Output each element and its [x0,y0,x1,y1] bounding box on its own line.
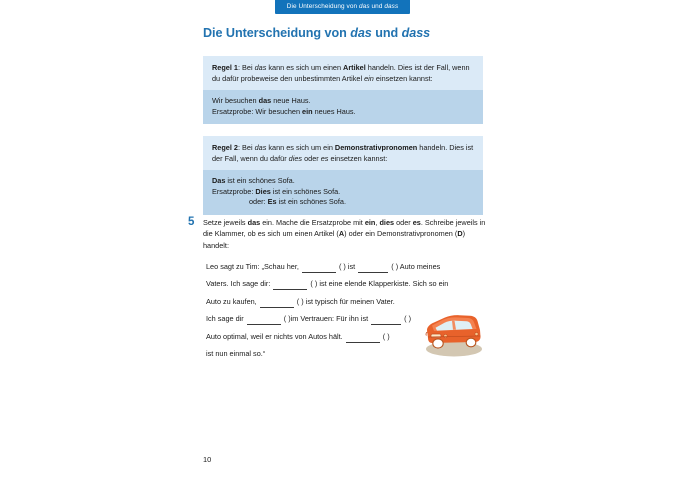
example-line: Ersatzprobe: Dies ist ein schönes Sofa. [212,186,341,196]
exercise-text-run: Auto zu kaufen, [206,296,259,306]
exercise-line [206,278,496,295]
exercise-text-run: ( ) ist eine elende Klapperkiste. Sich so ein [308,279,449,289]
exercise-number: 5 [188,216,195,228]
answer-blank[interactable] [302,261,336,273]
orange-car-illustration [418,306,484,358]
exercise-instruction: Setze jeweils das ein. Mache die Ersatzprobe mit ein, dies oder es. Schreibe jeweils in die Klammer, ob es sich um einen Artikel (A) oder ein Demonstrativpronomen (D) handelt: [203,218,486,250]
exercise-line [206,261,496,278]
rule-1-text: Regel 1: Bei das kann es sich um einen Artikel handeln. Dies ist der Fall, wenn du dafür probeweise den unbestimmten Artikel ein einsetzen kannst: [203,56,483,90]
exercise-text-run: Vaters. Ich sage dir: [206,279,273,289]
answer-blank[interactable] [371,313,401,325]
rule-2-text: Regel 2: Bei das kann es sich um ein Demonstrativpronomen handeln. Dies ist der Fall, wenn du dafür dies oder es einsetzen kannst: [203,136,483,170]
exercise-text-run: ist nun einmal so.“ [206,348,266,358]
exercise-text-run: ( ) ist typisch für meinen Vater. [294,296,395,306]
answer-blank[interactable] [346,331,380,343]
answer-blank[interactable] [358,261,388,273]
page-title [203,26,430,40]
chapter-tab-label-das: das [359,3,370,10]
chapter-tab-label-part-1: Die Unterscheidung von [286,3,360,10]
exercise-text-run: Ich sage dir [206,314,246,324]
chapter-tab-label-dass: dass [384,3,399,10]
rule-1-examples [203,90,483,124]
exercise-text-run: Auto optimal, weil er nichts von Autos hält. [206,331,345,341]
example-line: Wir besuchen das neue Haus. [212,96,311,106]
page-title-dass: dass [401,26,431,40]
page-title-prefix: Die Unterscheidung von [203,26,351,40]
page-number: 10 [203,455,212,464]
page-title-das: das [350,26,372,40]
rule-box-regel-1 [203,56,483,124]
exercise-text-run: ( )im Vertrauen: Für ihn ist [281,314,371,324]
example-line: Ersatzprobe: Wir besuchen ein neues Haus. [212,106,356,116]
example-line: Das ist ein schönes Sofa. [212,176,295,186]
exercise-text-run: Leo sagt zu Tim: „Schau her, [206,262,301,271]
rule-box-regel-2 [203,136,483,215]
page-title-middle: und [371,26,402,40]
answer-blank[interactable] [247,313,281,325]
answer-blank[interactable] [273,278,307,290]
chapter-tab-label-part-3: und [369,3,385,10]
rule-2-examples [203,170,483,215]
exercise-text-run: ( ) ist [336,262,358,271]
exercise-text-run: ( ) [402,314,412,324]
example-line: oder: Es ist ein schönes Sofa. [249,197,346,207]
exercise-text-run: ( ) [380,331,390,341]
exercise-text-run: ( ) Auto meines [389,262,441,271]
answer-blank[interactable] [260,296,294,308]
